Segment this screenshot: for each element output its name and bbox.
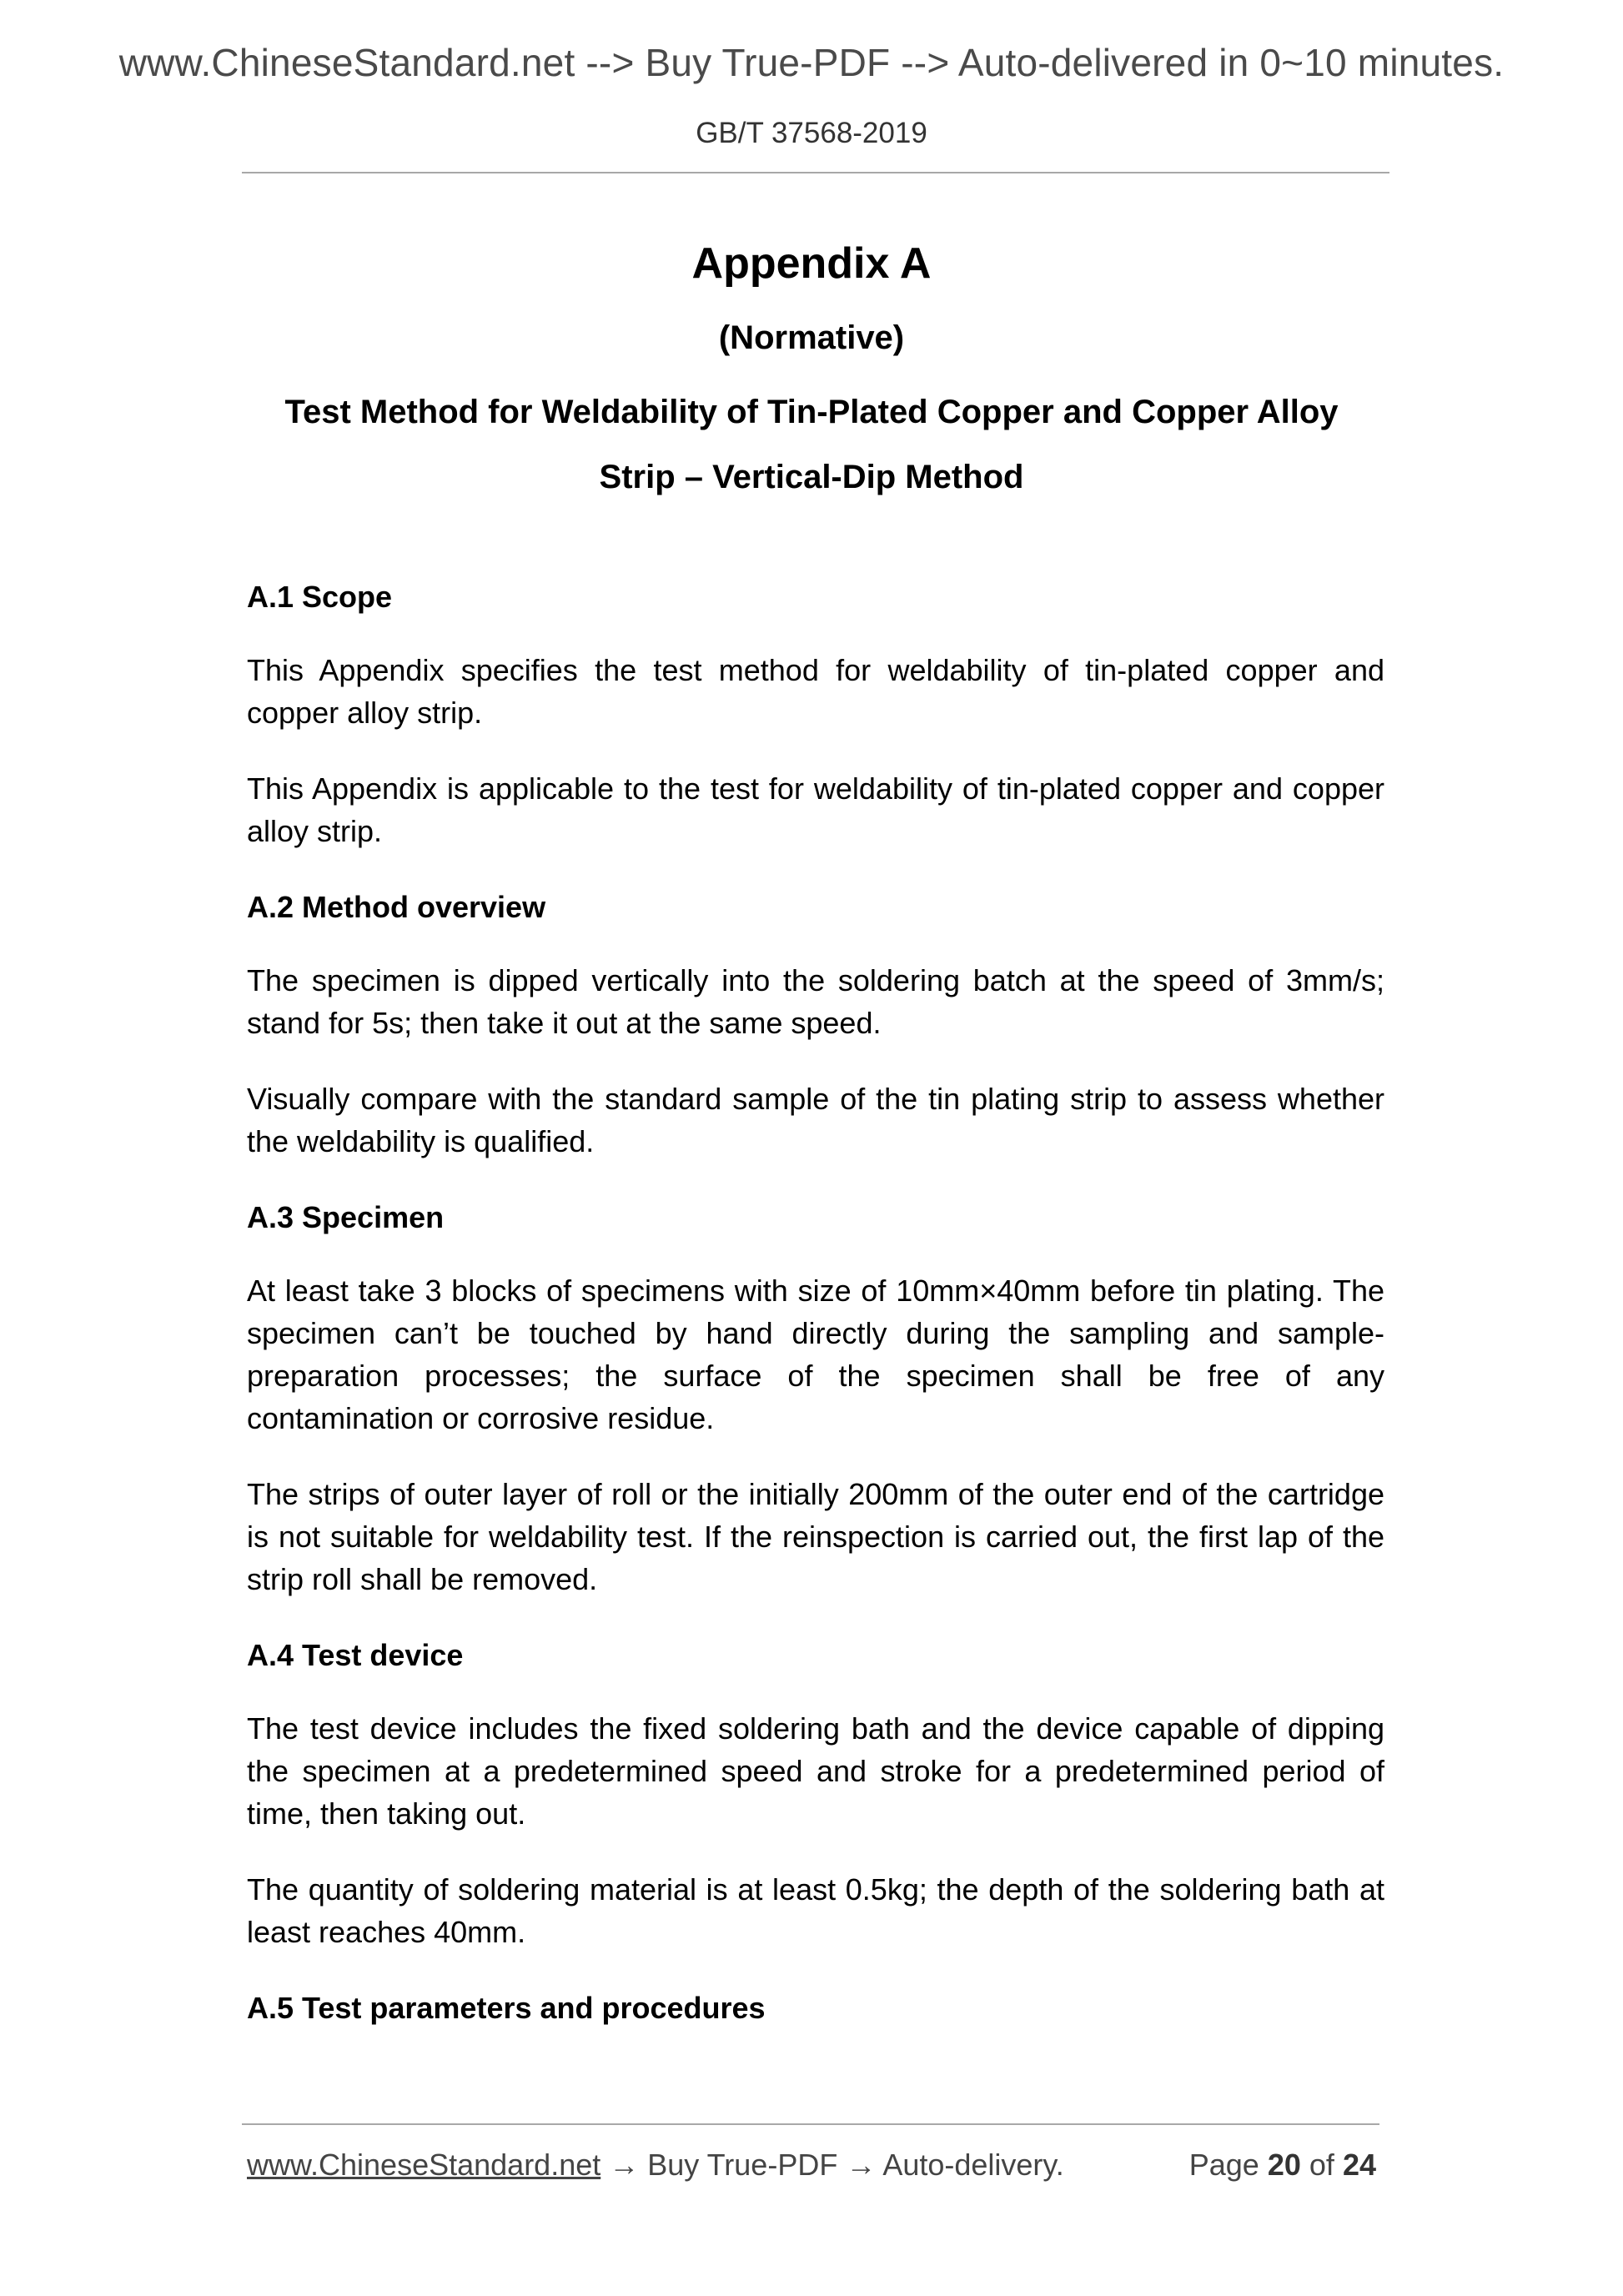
section-a3-paragraph-2: The strips of outer layer of roll or the initially 200mm of the outer end of the cartridge is not suitable for weldability test. If the reinspection is carried out, the first lap of the strip roll shall be removed. [247,1477,1384,1596]
document-code: GB/T 37568-2019 [696,117,927,149]
header-divider [242,172,1389,173]
document-body [247,575,1384,2060]
section-heading-a1: A.1 Scope [247,580,393,614]
appendix-kind: (Normative) [718,319,905,356]
page-indicator [1189,2148,1376,2183]
of-label: of [1309,2148,1334,2182]
section-a4-paragraph-2: The quantity of soldering material is at least 0.5kg; the depth of the soldering bath at least reaches 40mm. [247,1872,1384,1949]
section-a3-paragraph-1: At least take 3 blocks of specimens with size of 10mm×40mm before tin plating. The specimen can’t be touched by hand directly during the sampling and sample-preparation processes; the surface of the specimen shall be free of any contamination or corrosive residue. [247,1274,1384,1435]
section-heading-a4: A.4 Test device [247,1638,464,1672]
footer-left [247,2148,1064,2183]
section-heading-a3: A.3 Specimen [247,1200,445,1234]
top-banner: www.ChineseStandard.net --> Buy True-PDF --> Auto-delivered in 0~10 minutes. [118,41,1505,84]
appendix-subtitle-line-2: Strip – Vertical-Dip Method [599,459,1024,495]
footer-tagline: → Buy True-PDF → Auto-delivery. [600,2148,1064,2182]
page-label: Page [1188,2148,1259,2182]
section-a1-paragraph-2: This Appendix is applicable to the test for weldability of tin-plated copper and copper alloy strip. [247,771,1384,848]
footer-divider [242,2123,1379,2125]
appendix-title: Appendix A [691,239,932,288]
section-a1-paragraph-1: This Appendix specifies the test method for weldability of tin-plated copper and copper alloy strip. [247,653,1384,730]
page-footer [247,2148,1376,2183]
section-a2-paragraph-1: The specimen is dipped vertically into the soldering batch at the speed of 3mm/s; stand for 5s; then take it out at the same speed. [247,963,1384,1040]
section-a2-paragraph-2: Visually compare with the standard sample of the tin plating strip to assess whether the weldability is qualified. [247,1082,1384,1158]
footer-site-link[interactable]: www.ChineseStandard.net [247,2148,601,2182]
total-pages-number: 24 [1342,2148,1376,2182]
appendix-subtitle [0,379,1623,510]
section-heading-a2: A.2 Method overview [247,890,546,924]
section-a4-paragraph-1: The test device includes the fixed soldering bath and the device capable of dipping the specimen at a predetermined speed and stroke for a predetermined period of time, then taking out. [247,1711,1384,1831]
section-heading-a5: A.5 Test parameters and procedures [247,1991,766,2025]
appendix-subtitle-line-1: Test Method for Weldability of Tin-Plated Copper and Copper Alloy [284,394,1339,430]
current-page-number: 20 [1267,2148,1301,2182]
